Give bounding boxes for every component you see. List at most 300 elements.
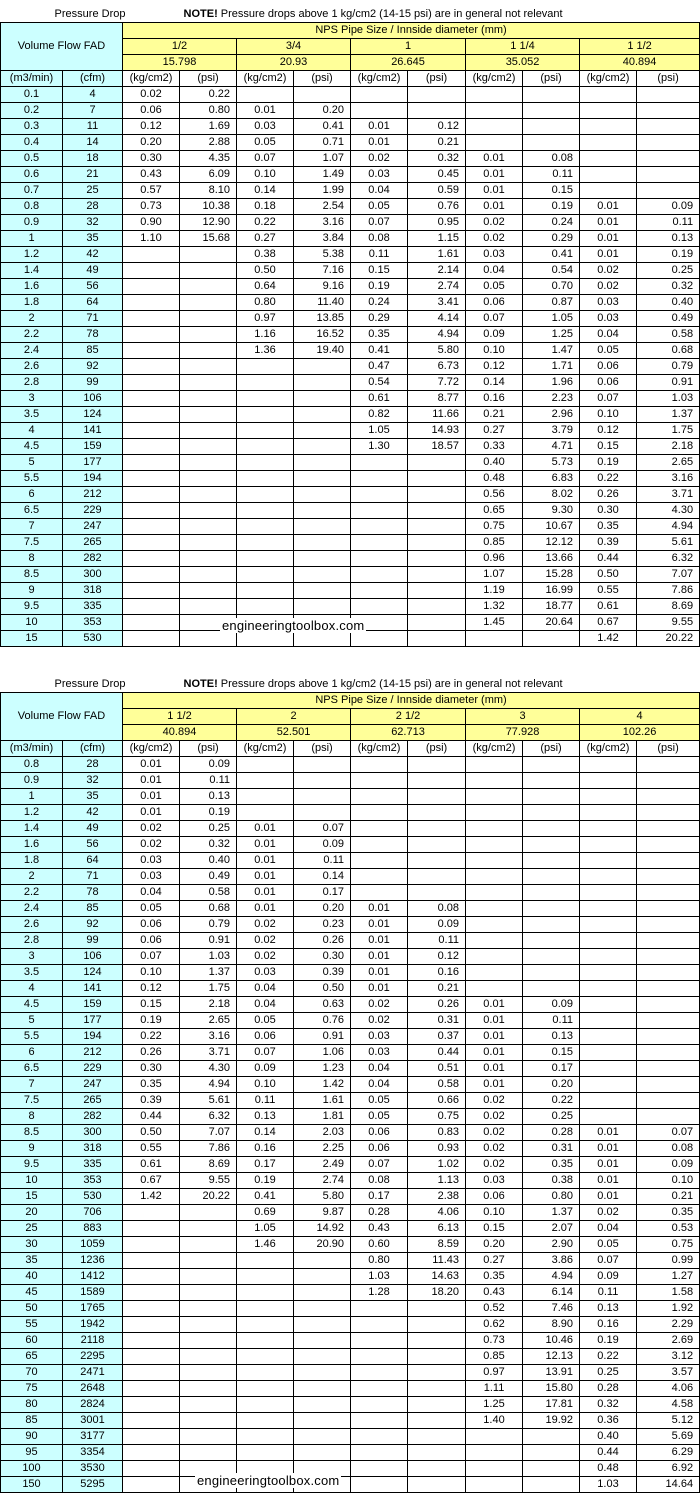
drop-kgcm2: 0.01	[580, 1157, 637, 1173]
flow-m3min: 100	[1, 1461, 63, 1477]
drop-psi	[180, 375, 237, 391]
drop-psi: 9.55	[180, 1173, 237, 1189]
drop-psi: 0.20	[523, 1077, 580, 1093]
flow-cfm: 28	[63, 199, 123, 215]
drop-psi	[294, 1445, 351, 1461]
flow-cfm: 247	[63, 1077, 123, 1093]
drop-psi: 0.23	[294, 917, 351, 933]
drop-psi: 8.69	[180, 1157, 237, 1173]
drop-psi: 0.76	[294, 1013, 351, 1029]
flow-cfm: 1059	[63, 1237, 123, 1253]
drop-kgcm2	[237, 375, 294, 391]
drop-kgcm2	[351, 1349, 408, 1365]
drop-psi: 0.91	[637, 375, 700, 391]
table-row	[1, 535, 700, 551]
drop-psi	[637, 87, 700, 103]
drop-psi	[180, 1349, 237, 1365]
drop-kgcm2	[123, 311, 180, 327]
drop-psi: 6.83	[523, 471, 580, 487]
drop-psi	[408, 535, 466, 551]
drop-psi	[408, 455, 466, 471]
drop-psi	[180, 327, 237, 343]
pressure-drop-table-small-pipes	[0, 7, 700, 647]
drop-psi: 2.54	[294, 199, 351, 215]
drop-psi	[180, 1285, 237, 1301]
inside-diameter: 40.894	[123, 725, 237, 741]
drop-psi: 4.94	[637, 519, 700, 535]
drop-kgcm2	[466, 1477, 523, 1493]
drop-psi: 0.31	[523, 1141, 580, 1157]
drop-kgcm2: 0.28	[351, 1205, 408, 1221]
unit-psi: (psi)	[408, 741, 466, 757]
drop-psi	[408, 1317, 466, 1333]
drop-kgcm2: 0.02	[580, 279, 637, 295]
drop-psi	[408, 87, 466, 103]
drop-psi	[180, 311, 237, 327]
drop-kgcm2	[580, 933, 637, 949]
drop-psi: 0.58	[180, 885, 237, 901]
drop-kgcm2: 0.09	[466, 327, 523, 343]
drop-kgcm2	[466, 1429, 523, 1445]
drop-psi	[180, 535, 237, 551]
drop-psi: 0.11	[180, 773, 237, 789]
drop-psi: 1.75	[180, 981, 237, 997]
drop-psi: 2.65	[180, 1013, 237, 1029]
drop-kgcm2	[237, 1445, 294, 1461]
flow-m3min: 1.4	[1, 821, 63, 837]
flow-cfm: 56	[63, 837, 123, 853]
drop-kgcm2: 1.19	[466, 583, 523, 599]
drop-psi: 4.30	[180, 1061, 237, 1077]
drop-kgcm2: 1.42	[123, 1189, 180, 1205]
flow-cfm: 92	[63, 917, 123, 933]
drop-kgcm2: 0.41	[351, 343, 408, 359]
drop-psi	[294, 87, 351, 103]
flow-cfm: 18	[63, 151, 123, 167]
table-row	[1, 423, 700, 439]
drop-kgcm2: 0.08	[351, 1173, 408, 1189]
table-row	[1, 1381, 700, 1397]
drop-psi: 5.61	[180, 1093, 237, 1109]
drop-kgcm2	[580, 1109, 637, 1125]
drop-kgcm2: 0.03	[123, 869, 180, 885]
drop-kgcm2: 0.01	[237, 103, 294, 119]
note	[180, 677, 700, 693]
table-row	[1, 1029, 700, 1045]
flow-m3min: 2.2	[1, 327, 63, 343]
drop-kgcm2	[237, 1349, 294, 1365]
flow-m3min: 80	[1, 1397, 63, 1413]
drop-kgcm2: 0.19	[580, 1333, 637, 1349]
drop-kgcm2: 0.01	[466, 1013, 523, 1029]
drop-kgcm2	[466, 949, 523, 965]
drop-kgcm2: 0.26	[580, 487, 637, 503]
flow-m3min: 10	[1, 1173, 63, 1189]
drop-psi: 6.92	[637, 1461, 700, 1477]
drop-kgcm2: 0.19	[123, 1013, 180, 1029]
drop-psi	[523, 869, 580, 885]
header-row	[1, 23, 700, 39]
drop-psi: 8.59	[408, 1237, 466, 1253]
drop-kgcm2: 0.10	[237, 167, 294, 183]
flow-m3min: 8.5	[1, 1125, 63, 1141]
drop-kgcm2	[580, 151, 637, 167]
drop-psi	[637, 1093, 700, 1109]
flow-cfm: 300	[63, 1125, 123, 1141]
drop-kgcm2	[466, 981, 523, 997]
drop-kgcm2	[123, 1205, 180, 1221]
drop-kgcm2: 0.96	[466, 551, 523, 567]
drop-kgcm2	[123, 247, 180, 263]
drop-kgcm2: 0.97	[466, 1365, 523, 1381]
unit-m3min: (m3/min)	[1, 741, 63, 757]
drop-psi: 2.96	[523, 407, 580, 423]
drop-kgcm2: 0.01	[580, 1189, 637, 1205]
drop-psi: 0.63	[294, 997, 351, 1013]
drop-kgcm2: 0.07	[580, 1253, 637, 1269]
drop-kgcm2: 0.27	[237, 231, 294, 247]
drop-kgcm2	[123, 263, 180, 279]
drop-kgcm2	[580, 1093, 637, 1109]
drop-psi	[637, 933, 700, 949]
flow-m3min: 75	[1, 1381, 63, 1397]
table-row	[1, 1125, 700, 1141]
drop-psi: 18.77	[523, 599, 580, 615]
drop-kgcm2: 0.01	[237, 837, 294, 853]
drop-psi: 0.07	[294, 821, 351, 837]
drop-kgcm2: 0.19	[351, 279, 408, 295]
table-row	[1, 311, 700, 327]
flow-cfm: 1765	[63, 1301, 123, 1317]
unit-kgcm2: (kg/cm2)	[123, 741, 180, 757]
drop-psi	[294, 551, 351, 567]
flow-m3min: 9.5	[1, 599, 63, 615]
table-row	[1, 1237, 700, 1253]
drop-kgcm2	[237, 1301, 294, 1317]
table-row	[1, 1301, 700, 1317]
drop-psi: 0.28	[523, 1125, 580, 1141]
inside-diameter: 62.713	[351, 725, 466, 741]
drop-kgcm2: 0.32	[580, 1397, 637, 1413]
flow-cfm: 141	[63, 981, 123, 997]
drop-kgcm2: 0.01	[123, 757, 180, 773]
drop-kgcm2: 0.01	[466, 1077, 523, 1093]
drop-psi: 0.50	[294, 981, 351, 997]
drop-kgcm2	[580, 821, 637, 837]
drop-kgcm2	[237, 535, 294, 551]
drop-kgcm2	[123, 583, 180, 599]
drop-kgcm2	[351, 805, 408, 821]
drop-psi: 2.29	[637, 1317, 700, 1333]
drop-psi: 0.30	[294, 949, 351, 965]
drop-kgcm2: 0.07	[351, 1157, 408, 1173]
flow-cfm: 177	[63, 1013, 123, 1029]
drop-psi: 0.07	[637, 1125, 700, 1141]
drop-kgcm2: 1.25	[466, 1397, 523, 1413]
flow-cfm: 106	[63, 949, 123, 965]
drop-psi	[180, 599, 237, 615]
drop-kgcm2	[123, 423, 180, 439]
drop-psi: 2.49	[294, 1157, 351, 1173]
table-row	[1, 1205, 700, 1221]
drop-psi	[294, 1269, 351, 1285]
drop-kgcm2: 0.03	[237, 965, 294, 981]
drop-kgcm2	[123, 1253, 180, 1269]
drop-kgcm2	[351, 1317, 408, 1333]
drop-kgcm2: 0.12	[580, 423, 637, 439]
drop-kgcm2: 0.35	[123, 1077, 180, 1093]
drop-kgcm2	[123, 1221, 180, 1237]
drop-kgcm2: 0.14	[237, 1125, 294, 1141]
drop-psi: 10.38	[180, 199, 237, 215]
flow-cfm: 3177	[63, 1429, 123, 1445]
drop-psi	[523, 917, 580, 933]
drop-kgcm2: 0.17	[237, 1157, 294, 1173]
drop-kgcm2: 0.57	[123, 183, 180, 199]
table-row	[1, 1317, 700, 1333]
drop-psi: 2.03	[294, 1125, 351, 1141]
drop-psi	[294, 535, 351, 551]
flow-cfm: 35	[63, 789, 123, 805]
drop-kgcm2: 1.28	[351, 1285, 408, 1301]
flow-m3min: 95	[1, 1445, 63, 1461]
drop-kgcm2: 1.07	[466, 567, 523, 583]
drop-psi	[408, 821, 466, 837]
drop-kgcm2	[351, 773, 408, 789]
drop-kgcm2	[123, 567, 180, 583]
flow-cfm: 530	[63, 1189, 123, 1205]
drop-kgcm2	[580, 87, 637, 103]
drop-kgcm2: 0.40	[580, 1429, 637, 1445]
table-row	[1, 1365, 700, 1381]
drop-psi	[637, 885, 700, 901]
table-row	[1, 583, 700, 599]
drop-psi	[408, 1445, 466, 1461]
flow-m3min: 6	[1, 487, 63, 503]
drop-kgcm2	[466, 933, 523, 949]
inside-diameter: 77.928	[466, 725, 580, 741]
flow-m3min: 150	[1, 1477, 63, 1493]
drop-kgcm2	[580, 901, 637, 917]
inside-diameter: 26.645	[351, 55, 466, 71]
flow-m3min: 7	[1, 1077, 63, 1093]
drop-psi	[523, 757, 580, 773]
drop-psi: 0.19	[637, 247, 700, 263]
drop-psi: 9.55	[637, 615, 700, 631]
drop-kgcm2: 0.61	[580, 599, 637, 615]
flow-cfm: 212	[63, 487, 123, 503]
inside-diameter: 52.501	[237, 725, 351, 741]
flow-cfm: 71	[63, 311, 123, 327]
drop-psi: 0.58	[408, 1077, 466, 1093]
volume-flow-header: Volume Flow FAD	[1, 23, 123, 71]
drop-kgcm2	[351, 757, 408, 773]
unit-psi: (psi)	[180, 71, 237, 87]
drop-psi: 0.11	[637, 215, 700, 231]
drop-kgcm2: 0.05	[351, 1093, 408, 1109]
drop-kgcm2: 0.07	[237, 1045, 294, 1061]
drop-kgcm2	[237, 567, 294, 583]
drop-psi: 1.05	[523, 311, 580, 327]
drop-kgcm2: 0.64	[237, 279, 294, 295]
unit-cfm: (cfm)	[63, 71, 123, 87]
drop-psi: 13.91	[523, 1365, 580, 1381]
drop-psi: 2.25	[294, 1141, 351, 1157]
table-row	[1, 997, 700, 1013]
drop-kgcm2: 0.22	[580, 471, 637, 487]
table-row	[1, 1141, 700, 1157]
table-row	[1, 151, 700, 167]
drop-kgcm2	[123, 519, 180, 535]
flow-cfm: 56	[63, 279, 123, 295]
drop-psi: 8.90	[523, 1317, 580, 1333]
drop-psi: 7.86	[637, 583, 700, 599]
flow-m3min: 55	[1, 1317, 63, 1333]
flow-m3min: 45	[1, 1285, 63, 1301]
drop-kgcm2: 0.03	[580, 295, 637, 311]
table-row	[1, 1093, 700, 1109]
drop-kgcm2: 0.85	[466, 535, 523, 551]
drop-psi: 1.37	[180, 965, 237, 981]
unit-kgcm2: (kg/cm2)	[351, 71, 408, 87]
drop-kgcm2	[580, 1061, 637, 1077]
drop-psi	[180, 279, 237, 295]
drop-kgcm2: 0.26	[123, 1045, 180, 1061]
drop-psi: 0.24	[523, 215, 580, 231]
drop-kgcm2	[351, 487, 408, 503]
drop-kgcm2: 0.04	[351, 1077, 408, 1093]
drop-kgcm2: 1.40	[466, 1413, 523, 1429]
drop-kgcm2	[580, 1045, 637, 1061]
table-row	[1, 949, 700, 965]
drop-psi	[294, 1381, 351, 1397]
flow-cfm: 2471	[63, 1365, 123, 1381]
drop-psi	[180, 567, 237, 583]
drop-kgcm2	[580, 1077, 637, 1093]
table-row	[1, 215, 700, 231]
drop-kgcm2	[351, 1477, 408, 1493]
drop-psi	[180, 1445, 237, 1461]
flow-cfm: 85	[63, 343, 123, 359]
unit-kgcm2: (kg/cm2)	[580, 71, 637, 87]
flow-cfm: 1236	[63, 1253, 123, 1269]
drop-psi: 8.02	[523, 487, 580, 503]
flow-cfm: 2648	[63, 1381, 123, 1397]
flow-cfm: 64	[63, 853, 123, 869]
drop-psi	[180, 1429, 237, 1445]
drop-kgcm2: 0.13	[237, 1109, 294, 1125]
drop-kgcm2: 0.02	[466, 1109, 523, 1125]
drop-psi	[180, 471, 237, 487]
drop-kgcm2	[123, 599, 180, 615]
drop-kgcm2: 0.06	[580, 375, 637, 391]
flow-m3min: 1.2	[1, 805, 63, 821]
table-row	[1, 359, 700, 375]
flow-cfm: 318	[63, 583, 123, 599]
table-row	[1, 439, 700, 455]
drop-kgcm2: 0.67	[123, 1173, 180, 1189]
flow-m3min: 5	[1, 1013, 63, 1029]
drop-kgcm2	[351, 837, 408, 853]
drop-psi: 0.09	[408, 917, 466, 933]
drop-psi	[294, 375, 351, 391]
drop-kgcm2	[123, 1429, 180, 1445]
drop-psi: 1.15	[408, 231, 466, 247]
flow-m3min: 3	[1, 391, 63, 407]
flow-cfm: 282	[63, 551, 123, 567]
drop-kgcm2: 0.43	[123, 167, 180, 183]
drop-psi	[523, 853, 580, 869]
drop-psi	[523, 885, 580, 901]
table-row	[1, 295, 700, 311]
drop-psi: 1.81	[294, 1109, 351, 1125]
flow-m3min: 7.5	[1, 535, 63, 551]
drop-psi: 4.58	[637, 1397, 700, 1413]
drop-psi: 0.09	[523, 997, 580, 1013]
drop-kgcm2	[351, 1445, 408, 1461]
data-table	[0, 677, 700, 1493]
drop-kgcm2: 0.48	[580, 1461, 637, 1477]
flow-m3min: 2.4	[1, 901, 63, 917]
drop-psi: 0.70	[523, 279, 580, 295]
drop-psi: 0.79	[637, 359, 700, 375]
drop-psi	[180, 1221, 237, 1237]
drop-psi	[408, 853, 466, 869]
drop-kgcm2: 0.19	[580, 455, 637, 471]
drop-kgcm2: 0.28	[580, 1381, 637, 1397]
drop-kgcm2	[237, 87, 294, 103]
drop-psi	[637, 1109, 700, 1125]
nps-size: 1/2	[123, 39, 237, 55]
drop-psi: 2.90	[523, 1237, 580, 1253]
drop-psi	[408, 1333, 466, 1349]
drop-psi	[637, 949, 700, 965]
drop-psi: 1.96	[523, 375, 580, 391]
drop-psi: 2.18	[637, 439, 700, 455]
inside-diameter: 102.26	[580, 725, 700, 741]
drop-kgcm2	[351, 455, 408, 471]
drop-psi	[523, 1461, 580, 1477]
flow-m3min: 15	[1, 631, 63, 647]
drop-kgcm2	[466, 853, 523, 869]
drop-kgcm2	[351, 551, 408, 567]
drop-psi: 1.03	[180, 949, 237, 965]
drop-kgcm2: 0.01	[580, 231, 637, 247]
drop-kgcm2: 0.10	[123, 965, 180, 981]
table-row	[1, 391, 700, 407]
drop-kgcm2	[580, 1013, 637, 1029]
drop-kgcm2	[351, 1381, 408, 1397]
drop-psi	[294, 757, 351, 773]
drop-kgcm2: 0.73	[123, 199, 180, 215]
table-row	[1, 1189, 700, 1205]
drop-kgcm2: 0.50	[237, 263, 294, 279]
drop-kgcm2	[237, 583, 294, 599]
flow-m3min: 0.7	[1, 183, 63, 199]
drop-kgcm2	[466, 757, 523, 773]
drop-psi: 12.12	[523, 535, 580, 551]
unit-kgcm2: (kg/cm2)	[237, 71, 294, 87]
drop-psi	[180, 519, 237, 535]
flow-cfm: 353	[63, 1173, 123, 1189]
unit-kgcm2: (kg/cm2)	[351, 741, 408, 757]
drop-kgcm2	[351, 103, 408, 119]
drop-psi: 1.27	[637, 1269, 700, 1285]
drop-psi	[523, 135, 580, 151]
drop-psi	[637, 1013, 700, 1029]
drop-kgcm2: 0.08	[351, 231, 408, 247]
drop-kgcm2: 0.01	[580, 215, 637, 231]
